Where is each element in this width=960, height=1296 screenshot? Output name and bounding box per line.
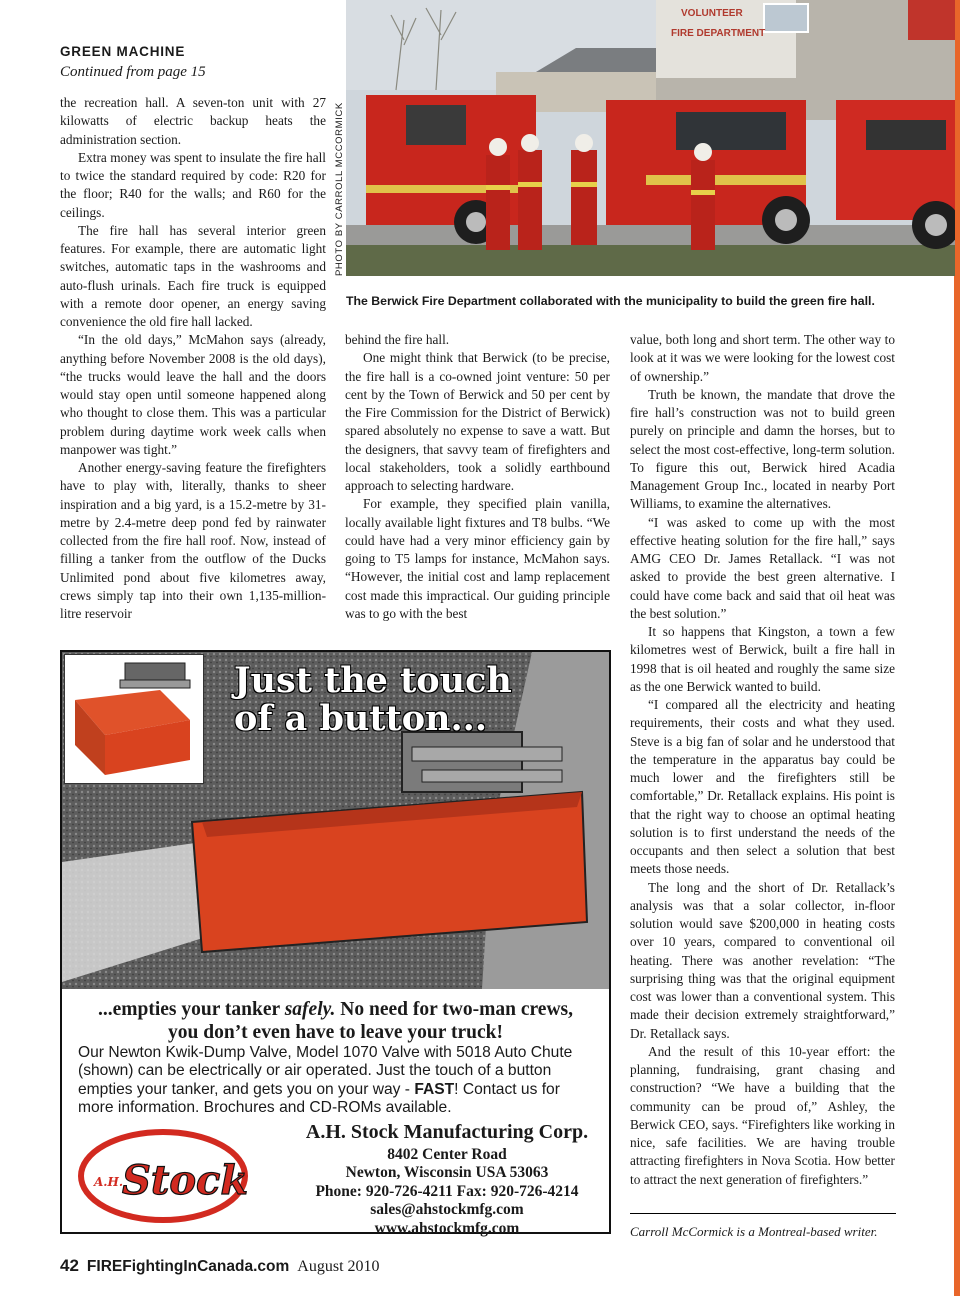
- continued-note: Continued from page 15: [60, 64, 206, 80]
- ad-inset-photo: [64, 654, 204, 784]
- page-footer: [60, 1256, 380, 1276]
- building-sign-line1: VOLUNTEER: [681, 8, 743, 19]
- ad-company-name: A.H. Stock Manufacturing Corp.: [305, 1121, 589, 1143]
- ad-headline: [234, 662, 594, 738]
- ad-body-part2: ! Contact us for more information. Brochures and CD-ROMs available.: [78, 1080, 560, 1117]
- paragraph: behind the fire hall.: [345, 332, 450, 347]
- logo-word: Stock: [122, 1157, 248, 1204]
- ad-tagline-emphasis: safely.: [284, 999, 336, 1020]
- paragraph: Truth be known, the mandate that drove the fire hall’s construction was not to build green purely on principle and damn the horses, but to select the most cost-effective, long-term solution. To figure this out, Berwick hired Acadia Management Group Inc., located in nearby Port Williams, to examine the alternatives.: [630, 386, 895, 512]
- article-column-2: [345, 331, 610, 623]
- building-sign-line2: FIRE DEPARTMENT: [671, 28, 766, 39]
- advertisement: [60, 650, 611, 1237]
- article-column-1: [60, 94, 326, 623]
- ad-address: 8402 Center Road: [387, 1146, 507, 1163]
- section-label: GREEN MACHINE: [60, 44, 186, 59]
- paragraph: value, both long and short term. The other way to look at it was we were looking for the lowest cost of ownership.”: [630, 332, 895, 384]
- paragraph: The long and the short of Dr. Retallack’s analysis was that a solar collector, in-floor solution would save $200,000 in heating costs over 10 years, compared to conventional oil heating. There was another revelation: “The surprising thing was that the original equipment cost was lower than a conventional system. This made their decision extremely straightforward,” Dr. Retallack says.: [630, 879, 895, 1041]
- paragraph: Another energy-saving feature the firefighters have to play with, literally, thanks to sheer inspiration and a big yard, is a 15.2-metre by 31-metre by 2.4-metre deep pond fed by rainwater collected from the fire hall roof. Now, instead of filling a tanker from the outflow of the Ducks Unlimited pond about five kilometres away, crews simply tap into their own 1,135-million-litre reservoir: [60, 460, 326, 621]
- paragraph: Extra money was spent to insulate the fire hall to twice the standard required by code: R20 for the floor; R40 for the walls; and R60 for the ceilings.: [60, 149, 326, 220]
- ah-stock-logo: [78, 1128, 248, 1224]
- fire-hall-photo: [346, 0, 955, 276]
- valve-inset-illustration: [65, 655, 201, 781]
- byline-divider: [630, 1213, 896, 1214]
- issue-date: August 2010: [297, 1258, 380, 1275]
- paragraph: The fire hall has several interior green features. For example, there are automatic light switches, automatic taps in the washrooms and auto-flush urinals. Each fire truck is equipped with a remote door opener, an energy saving convenience the old fire hall lacked.: [60, 222, 326, 329]
- ad-tagline-start: ...empties your tanker: [98, 999, 285, 1020]
- ah-stock-logo-mark: [78, 1128, 248, 1224]
- photo-caption: The Berwick Fire Department collaborated with the municipality to build the green fire hall.: [346, 294, 875, 308]
- paragraph: “I compared all the electricity and heating requirements, their costs and what they used. Steve is a big fan of solar and he understood that the temperature in the apparatus bay could be much lower and the firefighters still be comfortable,” Dr. Retallack explains. His point is that the right way to choose an optimal heating solution is to first understand the needs of the occupants and then select a solution that best meets those needs.: [630, 697, 895, 877]
- paragraph: For example, they specified plain vanilla, locally available light fixtures and T8 bulbs. “We could have had a very minor efficiency gain by going to T5 lamps for instance, McMahon says. “However, the initial cost and lamp replacement cost made this impractical. Our guiding principle was to go with the best: [345, 496, 610, 621]
- ad-body-fast: FAST: [414, 1080, 455, 1098]
- ad-headline-line2: of a button...: [234, 698, 488, 739]
- ad-email: sales@ahstockmfg.com: [370, 1201, 524, 1219]
- ad-contact-block: [282, 1146, 612, 1238]
- magazine-site: FIREFightingInCanada.com: [86, 1258, 290, 1275]
- article-column-3: [630, 331, 895, 1189]
- paragraph: One might think that Berwick (to be precise, the fire hall is a co-owned joint venture: 50 per cent by the Town of Berwick and 50 per cent by the Fire Commission for the District of Berwick) spared absolutely no expense to save a watt. But the designers, that savvy team of firefighters and local stakeholders, took a solidly earthbound approach to selecting hardware.: [345, 350, 610, 493]
- ad-tagline: [68, 998, 603, 1044]
- fire-trucks-illustration: [346, 0, 955, 276]
- ad-phone: Phone: 920-726-4211 Fax: 920-726-4214: [315, 1182, 579, 1200]
- ad-tagline-end: No need for two-man crews,: [335, 999, 573, 1020]
- paragraph: It so happens that Kingston, a town a few kilometres west of Berwick, built a fire hall in 1998 that is oil heated and roughly the same size as the one Berwick wanted to build.: [630, 624, 895, 694]
- paragraph: “I was asked to come up with the most effective heating solution for the fire hall,” says AMG CEO Dr. James Retallack. “I was not asked to provide the best green alternative. I could have come back and said that oil heat was the best solution.”: [630, 514, 895, 621]
- ad-headline-line1: Just the touch: [234, 660, 512, 701]
- paragraph: And the result of this 10-year effort: the planning, fundraising, grant chasing and construction? “We have a building that the community can be proud of,” Ashley, the Berwick CEO, says. “Firefighters like working in nice, safe facilities. We are having trouble attracting firefighters in Nova Scotia. How better to attract the next generation of firefighters.”: [630, 1043, 895, 1187]
- ad-city: Newton, Wisconsin USA 53063: [345, 1164, 549, 1182]
- ad-body-text: [78, 1044, 598, 1118]
- ad-body-part1: Our Newton Kwik-Dump Valve, Model 1070 Valve with 5018 Auto Chute (shown) can be electrically or air operated. Just the touch of a button empties your tanker, and gets you on your way -: [78, 1044, 573, 1098]
- paragraph: the recreation hall. A seven-ton unit with 27 kilowatts of electric backup heats the administration section.: [60, 95, 326, 147]
- ad-tagline-line2: you don’t even have to leave your truck!: [168, 1022, 503, 1043]
- paragraph: “In the old days,” McMahon says (already, anything before November 2008 is the old days), “the trucks would leave the hall and the doors would stay open until someone happened along who thought to close them. This was a particular problem during daytime work week calls when manpower was tight.”: [60, 332, 326, 457]
- ad-product-photo: [62, 652, 609, 989]
- photo-credit: PHOTO BY CARROLL MCCORMICK: [334, 102, 345, 276]
- ad-website: www.ahstockmfg.com: [374, 1219, 520, 1237]
- author-byline: Carroll McCormick is a Montreal-based writer.: [630, 1224, 878, 1239]
- page-number: 42: [60, 1256, 79, 1275]
- logo-small-text: A.H.: [94, 1175, 124, 1189]
